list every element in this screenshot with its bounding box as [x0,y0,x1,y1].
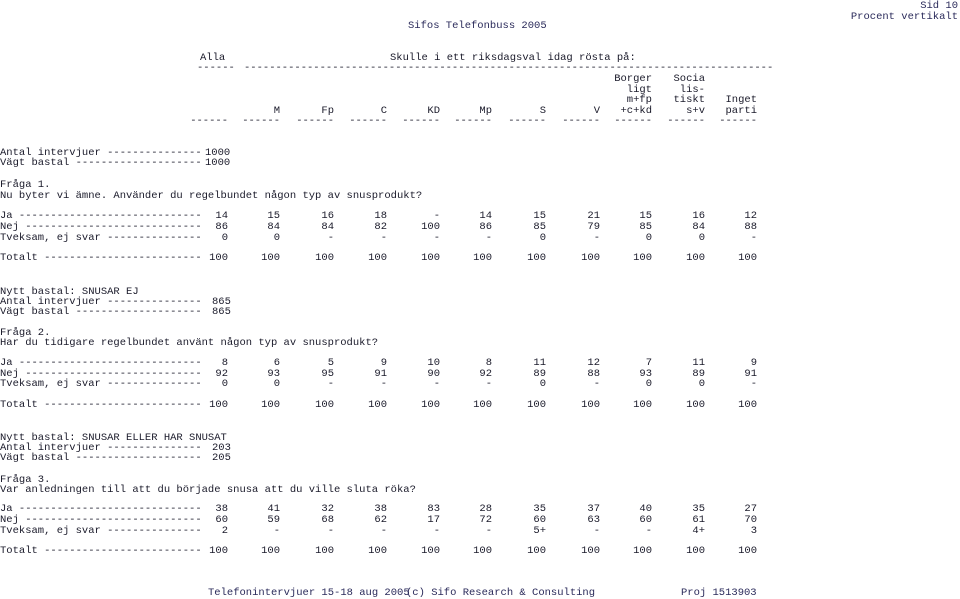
table-cell: 10 [427,357,440,369]
q2-intervjuer-label: Antal intervjuer --------------- [0,296,202,308]
table-cell: 92 [215,368,228,380]
total-cell: 100 [633,545,652,557]
table-cell: 68 [321,514,334,526]
column-rule: ------ [667,115,705,127]
total-cell: 100 [686,545,705,557]
question-banner: Skulle i ett riksdagsval idag rösta på: [390,52,636,64]
column-subheader-cell: ligt [626,84,652,96]
total-cell: 100 [421,545,440,557]
column-header-6: V [593,105,600,117]
q1-text: Nu byter vi ämne. Använder du regelbundet någon typ av snusprodukt? [0,190,423,202]
table-cell: 12 [744,210,757,222]
table-cell: 15 [267,210,280,222]
total-cell: 100 [473,252,492,264]
column-rule: ------ [508,115,546,127]
total-cell: 100 [686,399,705,411]
q3-intervjuer-label: Antal intervjuer --------------- [0,442,202,454]
total-cell: 100 [581,545,600,557]
table-cell: 14 [479,210,492,222]
table-cell: 35 [533,503,546,515]
table-cell: 63 [587,514,600,526]
table-cell: 84 [321,221,334,233]
row-label: Ja ----------------------------- [0,210,202,222]
column-rule: ------ [454,115,492,127]
q2-number: Fråga 2. [0,327,51,339]
table-cell: 38 [215,503,228,515]
q3-base-title: Nytt bastal: SNUSAR ELLER HAR SNUSAT [0,432,227,444]
table-cell: 93 [267,368,280,380]
table-cell: 0 [221,378,228,390]
q3-vagt-label: Vägt bastal -------------------- [0,452,202,464]
table-cell: 0 [539,378,546,390]
base-intervjuer-label: Antal intervjuer --------------- [0,147,202,159]
total-cell: 100 [209,252,228,264]
table-cell: 84 [267,221,280,233]
q1-number: Fråga 1. [0,179,51,191]
table-cell: - [433,378,440,390]
question-rule: ------------------------------------------------------------------------------------ [244,62,774,74]
table-cell: - [327,525,334,537]
total-cell: 100 [315,545,334,557]
column-subheader-cell: Borger [614,73,652,85]
total-label: Totalt ------------------------- [0,252,202,264]
q3-vagt-value: 205 [212,452,231,464]
row-label: Ja ----------------------------- [0,357,202,369]
table-cell: 72 [479,514,492,526]
table-cell: 0 [645,378,652,390]
page-number: Sid 10 [920,0,958,12]
total-cell: 100 [633,252,652,264]
total-label: Totalt ------------------------- [0,545,202,557]
column-header-3: KD [427,105,440,117]
row-label: Tveksam, ej svar --------------- [0,232,202,244]
table-cell: 2 [221,525,228,537]
table-cell: 90 [427,368,440,380]
table-cell: - [750,378,757,390]
table-cell: - [433,525,440,537]
table-cell: 0 [539,232,546,244]
q2-intervjuer-value: 865 [212,296,231,308]
alla-rule: ------ [197,62,235,74]
total-label: Totalt ------------------------- [0,399,202,411]
table-cell: 9 [380,357,387,369]
table-cell: - [485,232,492,244]
alla-column-title: Alla [200,52,226,64]
total-cell: 100 [368,252,387,264]
table-cell: 60 [639,514,652,526]
total-cell: 100 [315,252,334,264]
column-subheader-cell: Socia [673,73,705,85]
table-cell: 0 [698,378,705,390]
row-label: Nej ---------------------------- [0,368,202,380]
table-cell: - [273,525,280,537]
total-cell: 100 [261,252,280,264]
table-cell: - [380,378,387,390]
table-cell: 15 [639,210,652,222]
table-cell: - [485,525,492,537]
total-cell: 100 [473,545,492,557]
table-cell: 79 [587,221,600,233]
table-cell: 85 [639,221,652,233]
column-rule: ------ [719,115,757,127]
table-cell: - [593,232,600,244]
table-cell: - [645,525,652,537]
total-cell: 100 [209,545,228,557]
column-header-1: Fp [321,105,334,117]
column-subheader-cell: lis- [679,84,705,96]
row-label: Tveksam, ej svar --------------- [0,525,202,537]
row-label: Nej ---------------------------- [0,514,202,526]
table-cell: 86 [479,221,492,233]
table-cell: 89 [692,368,705,380]
total-cell: 100 [473,399,492,411]
table-cell: 62 [374,514,387,526]
table-cell: 37 [587,503,600,515]
table-cell: 91 [744,368,757,380]
column-rule: ------ [242,115,280,127]
table-cell: 8 [221,357,228,369]
percent-mode: Procent vertikalt [850,11,958,23]
q3-number: Fråga 3. [0,474,51,486]
total-cell: 100 [527,545,546,557]
table-cell: 61 [692,514,705,526]
table-cell: 0 [645,232,652,244]
table-cell: 9 [750,357,757,369]
footer-project: Proj 1513903 [681,587,757,599]
column-header-0: M [273,105,280,117]
table-cell: 6 [273,357,280,369]
q2-vagt-value: 865 [212,306,231,318]
table-cell: 85 [533,221,546,233]
table-cell: 27 [744,503,757,515]
column-header-2: C [380,105,387,117]
table-cell: 70 [744,514,757,526]
table-cell: 89 [533,368,546,380]
total-cell: 100 [209,399,228,411]
table-cell: 84 [692,221,705,233]
table-cell: 91 [374,368,387,380]
base-vagt-label: Vägt bastal -------------------- [0,157,202,169]
column-header-7: +c+kd [620,105,652,117]
q3-intervjuer-value: 203 [212,442,231,454]
table-cell: 21 [587,210,600,222]
total-cell: 100 [527,399,546,411]
column-subheader-cell: Inget [725,94,757,106]
footer-dates: Telefonintervjuer 15-18 aug 2005 [208,587,410,599]
table-cell: 93 [639,368,652,380]
q3-text: Var anledningen till att du började snusa att du ville sluta röka? [0,484,416,496]
table-cell: 7 [645,357,652,369]
table-cell: 35 [692,503,705,515]
column-rule: ------ [562,115,600,127]
table-cell: - [327,378,334,390]
table-cell: 12 [587,357,600,369]
table-cell: 38 [374,503,387,515]
column-subheader-cell: m+fp [626,94,652,106]
table-cell: - [593,378,600,390]
total-cell: 100 [738,399,757,411]
table-cell: - [380,232,387,244]
total-cell: 100 [527,252,546,264]
table-cell: - [485,378,492,390]
q2-vagt-label: Vägt bastal -------------------- [0,306,202,318]
column-rule: ------ [614,115,652,127]
table-cell: 88 [587,368,600,380]
column-rule: ------ [402,115,440,127]
report-title: Sifos Telefonbuss 2005 [408,20,547,32]
table-cell: 59 [267,514,280,526]
row-label: Ja ----------------------------- [0,503,202,515]
column-header-9: parti [725,105,757,117]
table-cell: 0 [273,378,280,390]
total-cell: 100 [368,545,387,557]
table-cell: 83 [427,503,440,515]
table-cell: 17 [427,514,440,526]
table-cell: 8 [485,357,492,369]
total-cell: 100 [261,399,280,411]
table-cell: - [433,232,440,244]
table-cell: 3 [750,525,757,537]
table-cell: 14 [215,210,228,222]
table-cell: 40 [639,503,652,515]
table-cell: 60 [533,514,546,526]
column-header-8: s+v [686,105,705,117]
row-label: Tveksam, ej svar --------------- [0,378,202,390]
base-intervjuer-value: 1000 [205,147,231,159]
table-cell: 0 [273,232,280,244]
table-cell: 11 [692,357,705,369]
column-rule: ------ [296,115,334,127]
column-rule: ------ [349,115,387,127]
table-cell: 4+ [692,525,705,537]
table-cell: 95 [321,368,334,380]
table-cell: 92 [479,368,492,380]
total-cell: 100 [368,399,387,411]
column-header-4: Mp [479,105,492,117]
total-cell: 100 [738,252,757,264]
column-subheader-cell: tiskt [673,94,705,106]
column-rule: ------ [190,115,228,127]
footer-copyright: (c) Sifo Research & Consulting [406,587,596,599]
table-cell: 32 [321,503,334,515]
base-vagt-value: 1000 [205,157,231,169]
table-cell: - [593,525,600,537]
table-cell: 16 [321,210,334,222]
table-cell: 88 [744,221,757,233]
row-label: Nej ---------------------------- [0,221,202,233]
column-header-5: S [539,105,546,117]
table-cell: 11 [533,357,546,369]
q2-base-title: Nytt bastal: SNUSAR EJ [0,286,139,298]
table-cell: 86 [215,221,228,233]
table-cell: 82 [374,221,387,233]
table-cell: - [380,525,387,537]
table-cell: 0 [698,232,705,244]
total-cell: 100 [421,252,440,264]
total-cell: 100 [581,252,600,264]
table-cell: 100 [421,221,440,233]
total-cell: 100 [315,399,334,411]
table-cell: 5 [327,357,334,369]
total-cell: 100 [633,399,652,411]
table-cell: 60 [215,514,228,526]
total-cell: 100 [686,252,705,264]
total-cell: 100 [261,545,280,557]
table-cell: 5+ [533,525,546,537]
table-cell: 0 [221,232,228,244]
table-cell: - [327,232,334,244]
total-cell: 100 [421,399,440,411]
total-cell: 100 [738,545,757,557]
table-cell: 16 [692,210,705,222]
table-cell: 15 [533,210,546,222]
table-cell: - [433,210,440,222]
table-cell: 18 [374,210,387,222]
q2-text: Har du tidigare regelbundet använt någon typ av snusprodukt? [0,337,379,349]
table-cell: 41 [267,503,280,515]
table-cell: 28 [479,503,492,515]
table-cell: - [750,232,757,244]
total-cell: 100 [581,399,600,411]
